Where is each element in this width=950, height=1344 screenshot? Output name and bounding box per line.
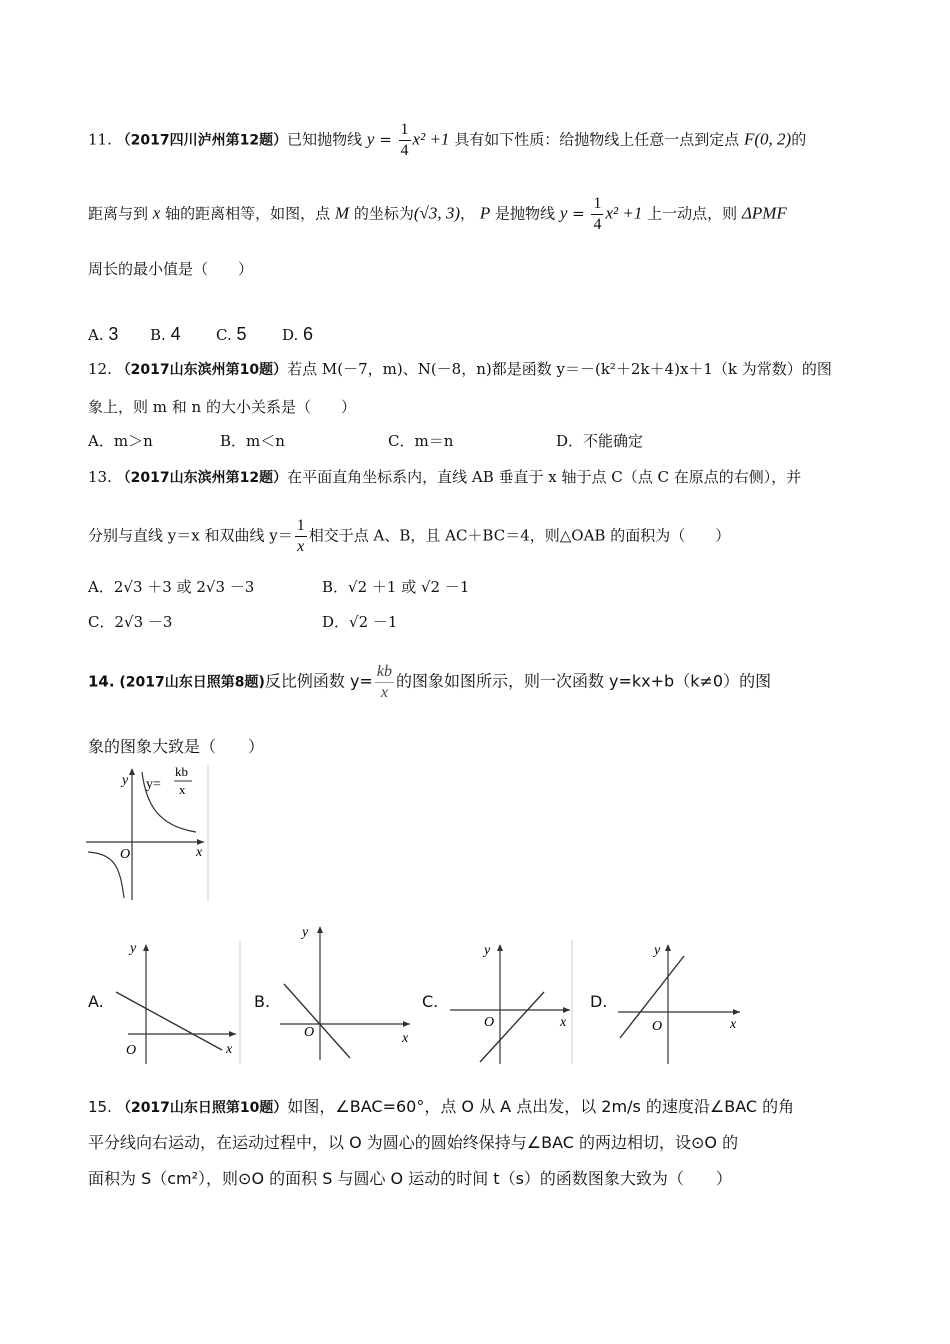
q11-text-b: 具有如下性质：给抛物线上任意一点到定点 xyxy=(454,130,740,149)
q13-option-c-letter: C． xyxy=(88,613,115,631)
q11-option-d-value: 6 xyxy=(303,324,314,344)
q11-fraction xyxy=(399,122,411,159)
q14-main-figure xyxy=(86,764,212,902)
q11-option-a-letter: A. xyxy=(88,326,104,344)
q15-line1 xyxy=(88,1094,794,1117)
q11-option-c xyxy=(216,324,247,345)
q11-eq2-y: y xyxy=(559,203,568,223)
q11-frac2-den: 4 xyxy=(593,216,602,233)
q11-point-f: F(0, 2) xyxy=(744,129,792,149)
q11-source: （2017四川泸州第12题） xyxy=(116,132,288,149)
q11-frac-num: 1 xyxy=(399,122,411,141)
q14-option-b-graph[interactable] xyxy=(276,920,416,1062)
q15-line1-text: 如图，∠BAC=60°，点 O 从 A 点出发，以 2m/s 的速度沿∠BAC 的角 xyxy=(287,1097,795,1116)
q11-point-m: M xyxy=(334,203,350,223)
q13-option-c-value: 2√3 －3 xyxy=(114,613,173,631)
q12-option-a xyxy=(88,430,153,451)
q14-c-x-label: x xyxy=(560,1015,567,1030)
q14-b-origin: O xyxy=(304,1025,315,1040)
q13-option-d xyxy=(322,611,397,632)
q14-option-a-graph[interactable] xyxy=(108,938,242,1066)
q12-line1 xyxy=(88,358,832,379)
q14-number: 14. xyxy=(88,672,115,691)
q12-option-b-value: m＜n xyxy=(246,432,285,450)
q14-source: (2017山东日照第8题) xyxy=(119,674,265,691)
q14-fraction xyxy=(375,664,394,701)
q14-option-c-graph[interactable] xyxy=(444,938,576,1066)
q14-b-x-arrow xyxy=(403,1021,410,1027)
q14-figure-frac-num: kb xyxy=(175,764,188,779)
q14-frac-den: x xyxy=(380,684,388,701)
q14-d-y-arrow xyxy=(665,944,671,951)
q14-option-a-letter[interactable]: A. xyxy=(88,992,104,1011)
q15-line3: 面积为 S（cm²），则⊙O 的面积 S 与圆心 O 运动的时间 t（s）的函数图象大致为（ ） xyxy=(88,1169,732,1188)
q13-text: 在平面直角坐标系内，直线 AB 垂直于 x 轴于点 C（点 C 在原点的右侧），并 xyxy=(287,468,802,486)
q12-option-d xyxy=(556,430,643,451)
q11-option-d xyxy=(282,324,313,345)
q12-line2: 象上，则 m 和 n 的大小关系是（ ） xyxy=(88,398,356,416)
q11-option-b-value: 4 xyxy=(170,324,181,344)
q11-option-c-value: 5 xyxy=(236,324,247,344)
q13-option-a-letter: A． xyxy=(88,578,114,596)
q12-option-d-letter: D． xyxy=(556,432,584,450)
q11-coord-m: (√3, 3) xyxy=(413,203,461,223)
q14-text-a: 反比例函数 y= xyxy=(264,671,373,691)
q13-number: 13. xyxy=(88,468,112,486)
q14-figure-y-arrow xyxy=(129,768,135,775)
q11-line2-b: 轴的距离相等，如图，点 xyxy=(165,204,331,223)
q14-a-origin: O xyxy=(126,1043,137,1058)
q11-frac-den: 4 xyxy=(400,142,409,159)
q13-line2 xyxy=(88,518,730,555)
q14-c-y-arrow xyxy=(497,944,503,951)
q13-option-d-value: √2 －1 xyxy=(349,613,398,631)
q11-eq-y: y xyxy=(366,129,375,149)
q14-d-x-label: x xyxy=(730,1017,737,1032)
q11-line2-c: 的坐标为 xyxy=(353,204,414,223)
q14-figure-y-label: y xyxy=(122,773,129,788)
q15-source: （2017山东日照第10题） xyxy=(116,1100,288,1116)
q14-a-x-label: x xyxy=(226,1042,233,1057)
q11-triangle: ΔPMF xyxy=(741,203,787,223)
q12-option-a-letter: A． xyxy=(88,432,114,450)
q14-d-y-label: y xyxy=(654,943,661,958)
q13-source: （2017山东滨州第12题） xyxy=(116,470,288,486)
q11-line3: 周长的最小值是（ ） xyxy=(88,260,254,278)
q13-option-b-value: √2 ＋1 或 √2 －1 xyxy=(348,578,470,596)
q11-eq-rest: x² +1 xyxy=(412,129,450,149)
q13-line2-b: 相交于点 A、B，且 AC＋BC＝4，则△OAB 的面积为（ ） xyxy=(308,526,731,545)
q12-option-c-letter: C． xyxy=(388,432,415,450)
q11-line2-d: ， xyxy=(460,204,476,223)
q13-option-b-letter: B． xyxy=(322,578,349,596)
q11-option-a-value: 3 xyxy=(108,324,119,344)
q12-option-d-value: 不能确定 xyxy=(583,432,644,450)
q14-option-d-graph[interactable] xyxy=(612,938,746,1066)
q14-option-c-letter[interactable]: C. xyxy=(422,992,439,1011)
q11-eq2-rest: x² +1 xyxy=(605,203,643,223)
q12-option-a-value: m＞n xyxy=(113,432,153,450)
q14-figure-frac-den: x xyxy=(179,782,186,797)
q14-figure-hyperbola-branch-2 xyxy=(88,852,124,898)
q14-d-origin: O xyxy=(652,1019,663,1034)
q11-option-a xyxy=(88,324,118,345)
q11-number: 11. xyxy=(88,130,112,149)
q14-a-y-arrow xyxy=(143,944,149,951)
q11-point-p: P xyxy=(479,203,491,223)
q14-a-line xyxy=(116,992,222,1050)
q12-source: （2017山东滨州第10题） xyxy=(116,362,288,378)
q11-eq2-sign: = xyxy=(567,204,590,223)
q12-text: 若点 M(－7，m)、N(－8，n)都是函数 y＝－(k²＋2k＋4)x＋1（k 为常数）的图 xyxy=(287,360,832,378)
q11-option-c-letter: C. xyxy=(216,326,232,344)
q11-fraction-2 xyxy=(591,196,603,233)
q14-line1 xyxy=(88,664,771,701)
q12-option-c xyxy=(388,430,453,451)
q14-c-origin: O xyxy=(484,1015,495,1030)
q14-c-y-label: y xyxy=(484,943,491,958)
q13-option-c xyxy=(88,611,172,632)
q11-option-d-letter: D. xyxy=(282,326,299,344)
q14-a-y-label: y xyxy=(130,941,137,956)
q11-line2 xyxy=(88,196,787,233)
q14-b-y-arrow xyxy=(317,926,323,933)
q14-figure-origin: O xyxy=(120,847,131,862)
q13-frac-num: 1 xyxy=(295,518,307,537)
q11-eq-sign: = xyxy=(374,130,397,149)
q11-line2-e: 是抛物线 xyxy=(495,204,556,223)
q11-option-b-letter: B. xyxy=(150,326,166,344)
q14-b-x-label: x xyxy=(402,1031,409,1046)
q11-line2-f: 上一动点，则 xyxy=(647,204,738,223)
q14-b-line xyxy=(284,984,350,1058)
q13-line1 xyxy=(88,466,801,487)
q13-option-a-value: 2√3 ＋3 或 2√3 －3 xyxy=(113,578,255,596)
q15-number: 15. xyxy=(88,1098,112,1116)
q12-option-b-letter: B． xyxy=(220,432,247,450)
q13-option-b xyxy=(322,576,469,597)
q14-option-d-letter[interactable]: D. xyxy=(590,992,608,1011)
q11-option-b xyxy=(150,324,181,345)
q12-option-c-value: m＝n xyxy=(414,432,454,450)
q13-option-a xyxy=(88,576,254,597)
q14-d-x-arrow xyxy=(733,1009,740,1015)
q14-c-x-arrow xyxy=(563,1007,570,1013)
q11-x-var: x xyxy=(152,203,161,223)
q14-line2: 象的图象大致是（ ） xyxy=(88,737,265,756)
q11-line1 xyxy=(88,122,806,159)
q14-frac-num: kb xyxy=(375,664,394,683)
q13-fraction xyxy=(295,518,307,555)
q13-line2-a: 分别与直线 y＝x 和双曲线 y＝ xyxy=(88,526,293,545)
q11-frac2-num: 1 xyxy=(591,196,603,215)
q14-a-x-arrow xyxy=(229,1031,236,1037)
q11-line2-a: 距离与到 xyxy=(88,204,149,223)
q13-option-d-letter: D． xyxy=(322,613,350,631)
q13-frac-den: x xyxy=(297,538,305,555)
q14-b-y-label: y xyxy=(302,925,309,940)
q14-option-b-letter[interactable]: B. xyxy=(254,992,271,1011)
q11-text-a: 已知抛物线 xyxy=(287,130,363,149)
q15-line2: 平分线向右运动，在运动过程中，以 O 为圆心的圆始终保持与∠BAC 的两边相切，设⊙O 的 xyxy=(88,1133,739,1152)
q14-figure-x-label: x xyxy=(196,845,203,860)
q11-text-c: 的 xyxy=(791,130,807,149)
q12-option-b xyxy=(220,430,285,451)
q14-text-b: 的图象如图所示，则一次函数 y=kx+b（k≠0）的图 xyxy=(395,671,772,691)
q14-figure-func-label: y= xyxy=(146,777,161,792)
q12-number: 12. xyxy=(88,360,112,378)
